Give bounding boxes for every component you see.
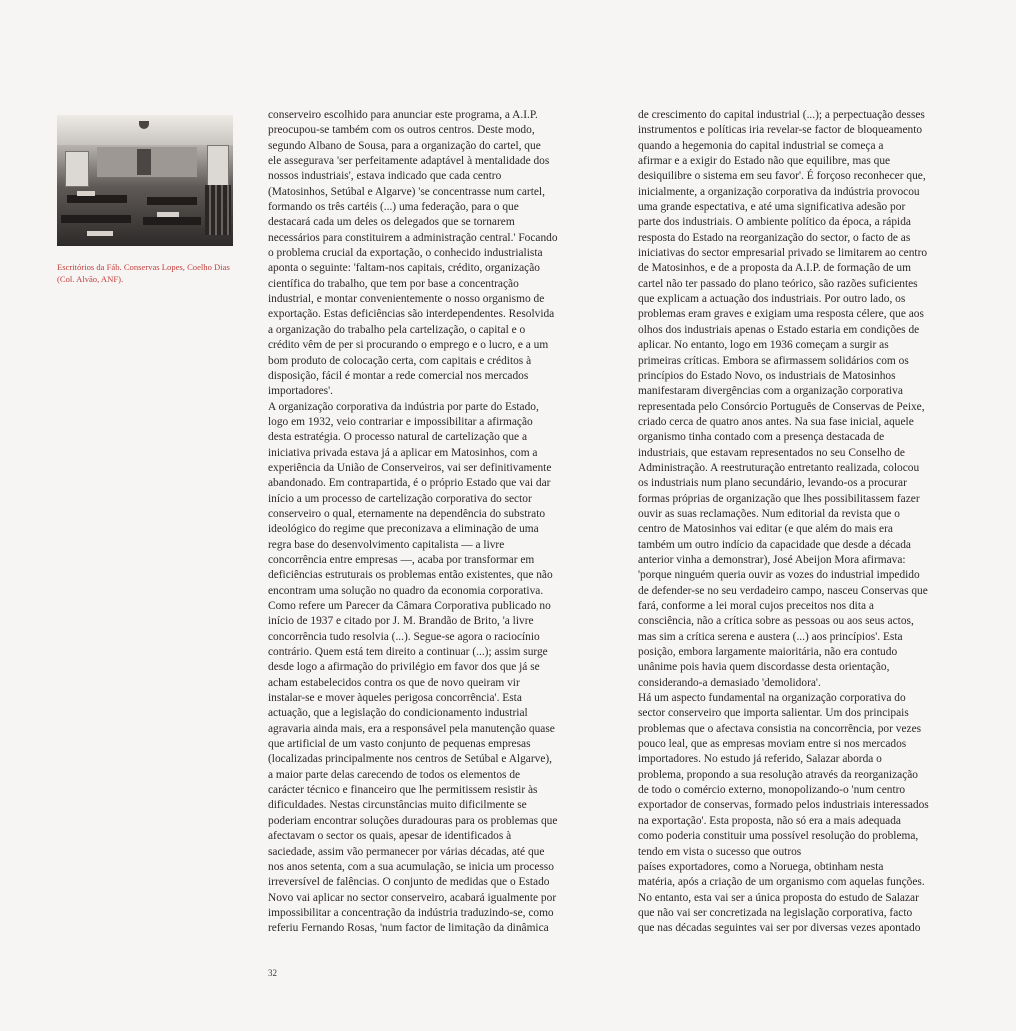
text-line: referiu Fernando Rosas, 'num factor de limitação da dinâmica <box>268 922 549 935</box>
text-line: problema, propondo a sua resolução através da reorganização <box>638 768 919 781</box>
text-line: o problema crucial da exportação, o conhecido industrialista <box>268 247 543 260</box>
text-line: problemas que o afectava consistia na concorrência, por vezes <box>638 722 922 735</box>
photo-shelf <box>205 185 231 235</box>
text-line: unânime pois havia quem discordasse desta orientação, <box>638 661 890 674</box>
text-line: saciedade, assim vão permanecer por várias décadas, até que <box>268 845 545 858</box>
text-line: afectavam o sector os quais, apesar de identificados à <box>268 830 512 843</box>
text-line: posição, embora largamente maioritária, não era contudo <box>638 646 898 659</box>
text-line: crédito vêm de per si procurando o emprego e o lucro, e a um <box>268 339 549 352</box>
text-line: anterior vinha a demonstrar), José Abeijon Mora afirmava: <box>638 553 906 566</box>
text-line: conserveiro escolhido para anunciar este programa, a A.I.P. <box>268 109 538 121</box>
text-line: científica do trabalho, que tem por base a concentração <box>268 277 519 290</box>
page-number: 32 <box>268 968 277 978</box>
text-line: de todo o comércio externo, monopolizando-o 'num centro <box>638 784 906 797</box>
text-line: iniciativas do sector empresarial privado se limitarem ao centro <box>638 247 928 260</box>
text-line: ideológico do regime que preconizava a eliminação de uma <box>268 523 539 536</box>
text-line: representada pelo Consórcio Português de Conservas de Peixe, <box>638 400 925 413</box>
text-line: primeiras críticas. Embora se afirmassem solidários com os <box>638 354 909 367</box>
text-line: fará, conforme a lei moral cujos preceitos nos dita a <box>638 600 874 612</box>
text-line: cartel não ter passado do plano teórico, são razões suficientes <box>638 277 918 290</box>
text-column-right <box>638 108 983 937</box>
text-column-left <box>268 108 613 937</box>
text-line: exportação. Estas deficiências são interdependentes. Resolvida <box>268 308 555 321</box>
text-line: abandonado. Em contrapartida, é o próprio Estado que vai dar <box>268 477 551 490</box>
text-line: experiência da União de Conserveiros, vai ser definitivamente <box>268 461 552 474</box>
text-line: carácter técnico e financeiro que lhe permitissem resistir às <box>268 784 538 797</box>
text-line: agravaria ainda mais, era a responsável pela manutenção quase <box>268 722 555 735</box>
text-line: sector conserveiro que importa salientar. Um dos principais <box>638 707 909 720</box>
text-line: Novo vai aplicar no sector conserveiro, acabará igualmente por <box>268 891 557 904</box>
text-line: desta estratégia. O processo natural de cartelização que a <box>268 431 528 444</box>
text-line: aplicar. No entanto, logo em 1936 começam a surgir as <box>638 339 889 352</box>
photo-desk <box>147 197 197 205</box>
text-line: centro de Matosinhos vai editar (e que além do mais era <box>638 523 893 536</box>
text-line: logo em 1932, veio contrariar e impossibilitar a afirmação <box>268 415 533 428</box>
text-line: nos anos setenta, com a sua acumulação, se inicia um processo <box>268 860 554 873</box>
text-line: segundo Albano de Sousa, para a organização do cartel, que <box>268 139 541 152</box>
text-line: A organização corporativa da indústria por parte do Estado, <box>268 400 539 413</box>
photo-desk <box>67 195 127 203</box>
photo-desk <box>61 215 131 223</box>
text-line: desde logo a afirmação do privilégio em favor dos que já se <box>268 661 540 674</box>
text-line: criado cerca de quatro anos antes. Na sua fase inicial, aquele <box>638 415 914 428</box>
text-line: formas próprias de organização que lhes possibilitassem fazer <box>638 492 920 505</box>
text-line: de Matosinhos, e de a proposta da A.I.P. de formação de um <box>638 262 911 275</box>
office-photo <box>57 115 233 246</box>
text-line: bom produto de colocação certa, com capitais e créditos à <box>268 354 532 367</box>
text-line: (localizadas principalmente nos centros de Setúbal e Algarve), <box>268 753 553 766</box>
text-line: industrial, e montar convenientemente o nosso organismo de <box>268 293 545 306</box>
text-line: consciência, não a crítica sobre as pessoas ou aos seus actos, <box>638 615 914 628</box>
text-line: que explicam a actuação dos industriais. Por outro lado, os <box>638 293 906 306</box>
text-line: instalar-se e mover àqueles perigosa concorrência'. Esta <box>268 692 522 705</box>
text-line: resposta do Estado na reorganização do sector, o facto de as <box>638 231 911 244</box>
text-line: uma grande espectativa, e até uma significativa adesão por <box>638 201 906 214</box>
text-line: acham estabelecidos contra os que de novo queiram vir <box>268 676 520 689</box>
text-line: manifestaram divergências com a organização corporativa <box>638 385 903 398</box>
text-line: nossos industriais', estava indicado que cada centro <box>268 170 502 183</box>
text-line: olhos dos industriais apenas o Estado estaria em condições de <box>638 323 920 336</box>
text-line: organismo tinha contado com a presença destacada de <box>638 431 885 444</box>
text-line: instrumentos e políticas iria revelar-se factor de bloqueamento <box>638 124 923 137</box>
text-line: 'porque ninguém queria ouvir as vozes do industrial impedido <box>638 569 920 582</box>
text-line: problemas eram graves e exigiam uma resposta célere, que aos <box>638 308 924 321</box>
photo-caption: Escritórios da Fáb. Conservas Lopes, Coelho Dias (Col. Alvão, ANF). <box>57 262 230 284</box>
text-line: Administração. A reestruturação entretanto realizada, colocou <box>638 461 920 474</box>
text-line: disposição, fácil é montar a rede comercial nos mercados <box>268 369 529 382</box>
text-line: mas sim a crítica serena e austera (...) aos princípios'. Esta <box>638 630 903 643</box>
text-line: actuação, que a legislação do condicionamento industrial <box>268 707 528 720</box>
text-line: importadores. No estudo já referido, Salazar aborda o <box>638 753 882 766</box>
text-line: a maior parte delas carecendo de todos os elementos de <box>268 768 521 781</box>
photo-paper <box>77 191 95 196</box>
text-line: de defender-se no seu verdadeiro campo, nasceu Conservas que <box>638 584 928 597</box>
text-line: na exportação'. Esta proposta, não só era a mais adequada <box>638 814 901 827</box>
text-line: início de 1937 e citado por J. M. Brandão de Brito, 'a livre <box>268 615 534 628</box>
text-line: aponta o seguinte: 'faltam-nos capitais, crédito, organização <box>268 262 540 275</box>
text-line: tendo em vista o sucesso que outros <box>638 845 802 858</box>
text-line: considerando-a demasiado 'demolidora'. <box>638 676 821 689</box>
photo-desk <box>143 217 201 225</box>
photo-door <box>137 149 151 175</box>
text-line: ouvir as suas reclamações. Num editorial da revista que o <box>638 507 900 520</box>
text-line: industriais, que estavam representados no seu Conselho de <box>638 446 905 459</box>
text-line: exportador de conservas, formado pelos industriais interessados <box>638 799 929 812</box>
text-line: Como refere um Parecer da Câmara Corporativa publicado no <box>268 600 551 612</box>
text-line: que nas décadas seguintes vai ser por diversas vezes apontado <box>638 922 921 935</box>
photo-paper <box>87 231 113 236</box>
text-line: desiquilibre o sistema em seu favor'. É forçoso reconhecer que, <box>638 170 926 183</box>
text-line: contrário. Quem está tem direito a continuar (...); assim surge <box>268 646 548 659</box>
text-line: (Matosinhos, Setúbal e Algarve) 'se concentrasse num cartel, <box>268 185 545 198</box>
text-line: concorrência entre empresas —, acaba por transformar em <box>268 553 535 566</box>
text-line: dificuldades. Nestas circunstâncias muito dificilmente se <box>268 799 527 812</box>
text-line: conserveiro o qual, eternamente na dependência do substrato <box>268 507 546 520</box>
text-line: encontram uma solução no quadro da economia corporativa. <box>268 584 544 597</box>
text-line: No entanto, esta vai ser a única proposta do estudo de Salazar <box>638 891 919 904</box>
text-line: que artificial de um vasto conjunto de pequenas empresas <box>268 738 531 751</box>
text-line: Há um aspecto fundamental na organização corporativa do <box>638 692 906 705</box>
text-line: matéria, após a criação de um organismo com aquelas funções. <box>638 876 925 889</box>
text-line: importadores'. <box>268 385 334 398</box>
text-line: iniciativa privada estava já a aplicar em Matosinhos, com a <box>268 446 538 459</box>
text-line: afirmar e a exigir do Estado não que equilibre, mas que <box>638 155 891 168</box>
text-line: formando os três cartéis (...) uma federação, para o que <box>268 201 519 214</box>
text-line: também um outro indício da capacidade que desde a década <box>638 538 911 551</box>
text-line: necessários para constituirem a administração central.' Focando <box>268 231 558 244</box>
text-line: inicialmente, a organização corporativa da indústria provocou <box>638 185 920 198</box>
text-line: os industriais num plano secundário, levando-os a procurar <box>638 477 907 490</box>
text-line: quando a hegemonia do capital industrial se começa a <box>638 139 884 152</box>
text-line: preocupou-se também com os outros centros. Deste modo, <box>268 124 535 137</box>
text-line: impossibilitar a concentração da indústria traduzindo-se, como <box>268 906 554 919</box>
text-line: ele assegurava 'ser perfeitamente adaptável à mentalidade dos <box>268 155 550 168</box>
photo-window-left <box>65 151 89 187</box>
text-line: a organização do trabalho pela cartelização, o capital e o <box>268 323 526 336</box>
photo-ceiling <box>57 115 233 145</box>
text-line: irreversível de falências. O conjunto de medidas que o Estado <box>268 876 550 889</box>
text-line: destacará cada um deles os delegados que se tornarem <box>268 216 515 229</box>
text-line: poderiam encontrar soluções duradouras para os problemas que <box>268 814 558 827</box>
text-line: países exportadores, como a Noruega, obtinham nesta <box>638 860 884 873</box>
text-line: início a um processo de cartelização corporativa do sector <box>268 492 532 505</box>
text-line: que não vai ser concretizada na legislação corporativa, facto <box>638 906 913 919</box>
text-line: como poderia constituir uma possível resolução do problema, <box>638 830 919 843</box>
text-line: concorrência tudo resolvia (...). Segue-se agora o raciocínio <box>268 630 540 643</box>
text-line: de crescimento do capital industrial (...); a perpectuação desses <box>638 109 925 121</box>
text-line: princípios do Estado Novo, os industriais de Matosinhos <box>638 369 896 382</box>
text-line: deficiências estruturais os problemas então existentes, que não <box>268 569 553 582</box>
photo-paper <box>157 212 179 217</box>
text-line: regra base do desenvolvimento capitalista — a livre <box>268 538 505 551</box>
text-line: parte dos industriais. O ambiente político da época, a rápida <box>638 216 911 229</box>
text-line: pouco leal, que as empresas moviam entre si nos mercados <box>638 738 907 751</box>
